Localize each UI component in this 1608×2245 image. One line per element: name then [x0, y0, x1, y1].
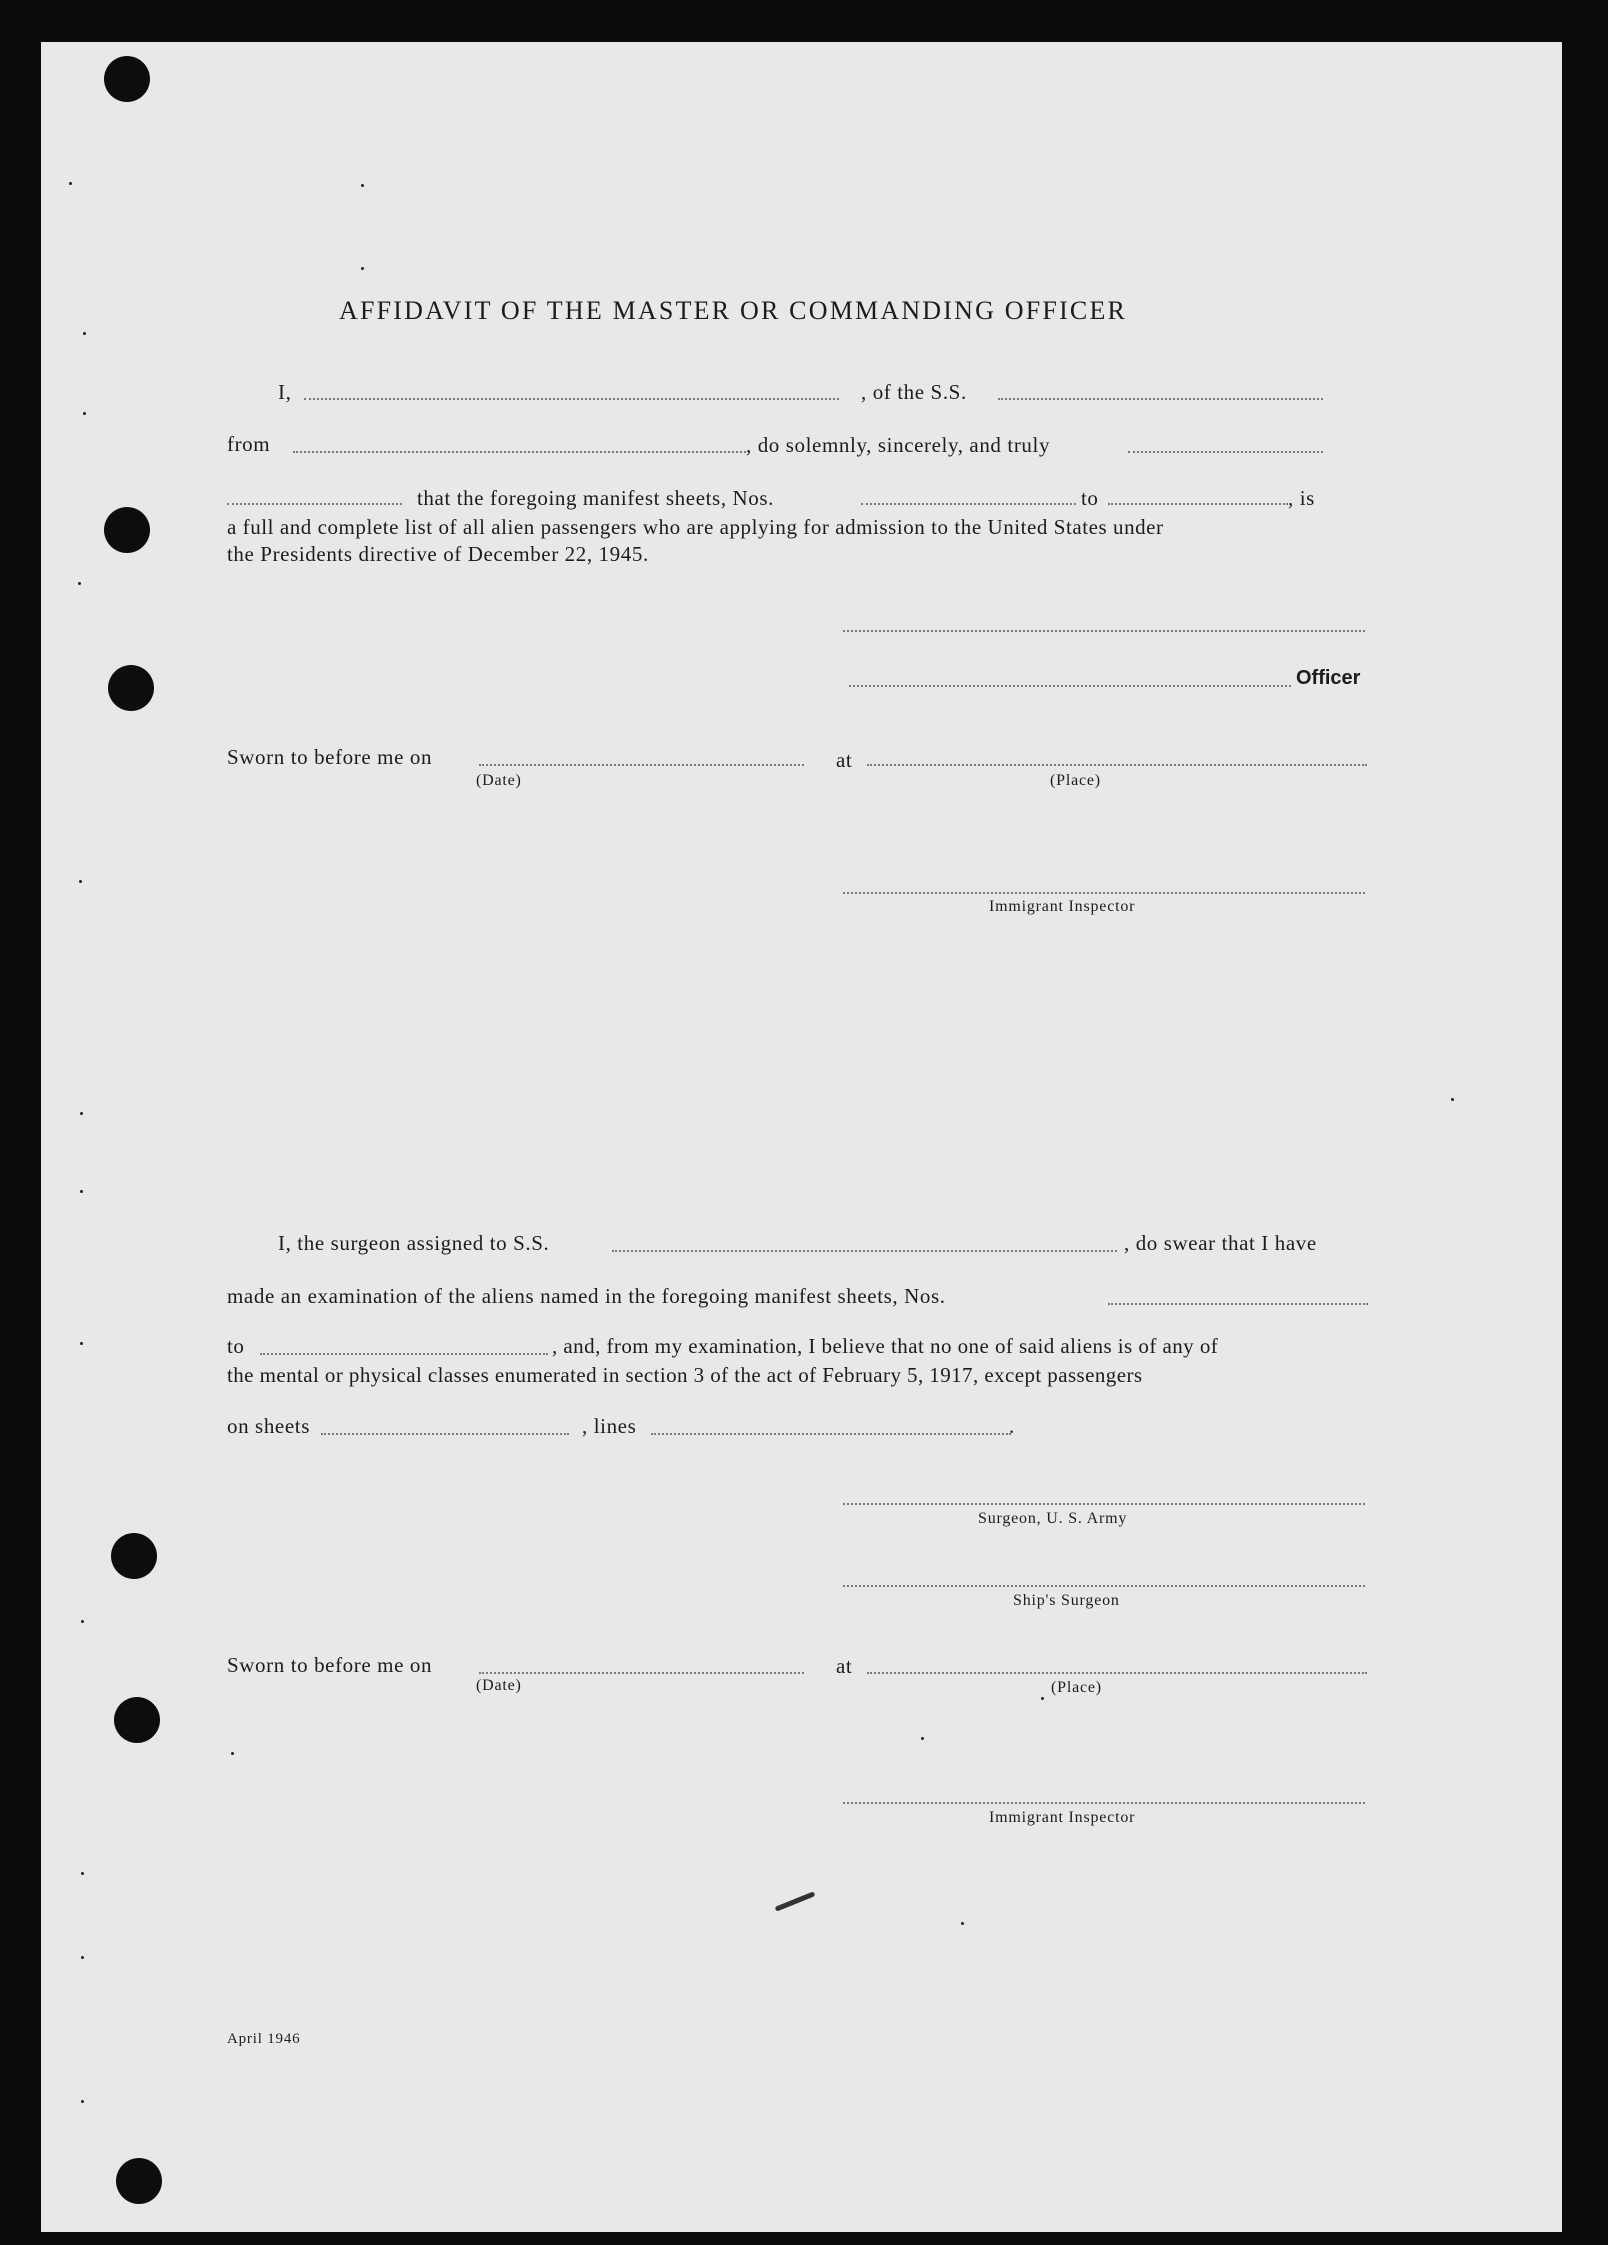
manifest-to-field[interactable]	[1108, 503, 1288, 505]
ship-name-field[interactable]	[998, 398, 1323, 400]
speck	[361, 267, 364, 270]
punch-hole	[116, 2158, 162, 2204]
date-caption-1: (Date)	[476, 772, 522, 789]
speck	[79, 880, 82, 883]
punch-hole	[104, 507, 150, 553]
master-i-label: I,	[278, 380, 292, 404]
speck	[80, 1190, 83, 1193]
inspector-caption-1: Immigrant Inspector	[989, 898, 1136, 915]
surgeon-line-1-start: I, the surgeon assigned to S.S.	[278, 1231, 550, 1255]
speck	[961, 1922, 964, 1925]
form-revision-date: April 1946	[227, 2031, 301, 2047]
master-statement-line-5: the Presidents directive of December 22, 1945.	[227, 542, 649, 566]
date-caption-2: (Date)	[476, 1677, 522, 1694]
master-manifest-label: that the foregoing manifest sheets, Nos.	[417, 486, 775, 510]
surgeon-line-2: made an examination of the aliens named in the foregoing manifest sheets, Nos.	[227, 1284, 946, 1308]
ship-surgeon-caption: Ship's Surgeon	[1013, 1592, 1120, 1609]
officer-label: Officer	[1296, 667, 1361, 689]
sworn-label-1: Sworn to before me on	[227, 745, 433, 769]
master-signature-field[interactable]	[843, 630, 1365, 632]
surgeon-line-1-end: , do swear that I have	[1124, 1231, 1317, 1255]
surgeon-line-5-end: .	[1009, 1414, 1015, 1438]
master-solemnly-label: , do solemnly, sincerely, and truly	[746, 433, 1051, 457]
surgeon-manifest-to-field[interactable]	[260, 1353, 548, 1355]
inspector-signature-field-1[interactable]	[843, 892, 1365, 894]
document-page	[41, 42, 1562, 2232]
surgeon-to-label: to	[227, 1334, 245, 1358]
manifest-from-field[interactable]	[861, 503, 1076, 505]
oath-word-field-2[interactable]	[227, 503, 402, 505]
speck	[361, 184, 364, 187]
sworn-date-field-1[interactable]	[479, 764, 804, 766]
form-title: AFFIDAVIT OF THE MASTER OR COMMANDING OFFICER	[339, 296, 1128, 325]
master-is-label: , is	[1288, 486, 1315, 510]
ship-surgeon-signature-field[interactable]	[843, 1585, 1365, 1587]
place-caption-2: (Place)	[1051, 1679, 1102, 1696]
pen-mark	[775, 1891, 816, 1911]
place-caption-1: (Place)	[1050, 772, 1101, 789]
speck	[231, 1752, 234, 1755]
punch-hole	[114, 1697, 160, 1743]
surgeon-line-4: the mental or physical classes enumerated in section 3 of the act of February 5, 1917, except passengers	[227, 1363, 1143, 1387]
speck	[83, 332, 86, 335]
officer-signature-field[interactable]	[849, 685, 1291, 687]
master-statement-line-4: a full and complete list of all alien passengers who are applying for admission to the United States under	[227, 515, 1164, 539]
master-name-field[interactable]	[304, 398, 839, 400]
sworn-date-field-2[interactable]	[479, 1672, 804, 1674]
surgeon-ship-field[interactable]	[612, 1250, 1117, 1252]
speck	[1451, 1098, 1454, 1101]
port-from-field[interactable]	[293, 451, 750, 453]
surgeon-line-3-rest: , and, from my examination, I believe that no one of said aliens is of any of	[552, 1334, 1219, 1358]
speck	[1041, 1697, 1044, 1700]
sworn-at-label-1: at	[836, 748, 853, 772]
speck	[81, 1956, 84, 1959]
master-to-label: to	[1081, 486, 1099, 510]
sworn-place-field-2[interactable]	[867, 1672, 1367, 1674]
speck	[80, 1342, 83, 1345]
surgeon-manifest-from-field[interactable]	[1108, 1303, 1368, 1305]
sworn-place-field-1[interactable]	[867, 764, 1367, 766]
except-sheets-field[interactable]	[321, 1433, 569, 1435]
speck	[921, 1737, 924, 1740]
sworn-label-2: Sworn to before me on	[227, 1653, 433, 1677]
punch-hole	[104, 56, 150, 102]
inspector-signature-field-2[interactable]	[843, 1802, 1365, 1804]
punch-hole	[108, 665, 154, 711]
inspector-caption-2: Immigrant Inspector	[989, 1809, 1136, 1826]
except-lines-field[interactable]	[651, 1433, 1011, 1435]
speck	[81, 1872, 84, 1875]
surgeon-lines-label: , lines	[582, 1414, 637, 1438]
army-surgeon-caption: Surgeon, U. S. Army	[978, 1510, 1128, 1527]
oath-word-field[interactable]	[1128, 451, 1323, 453]
speck	[78, 582, 81, 585]
sworn-at-label-2: at	[836, 1654, 853, 1678]
master-of-ss-label: , of the S.S.	[861, 380, 967, 404]
army-surgeon-signature-field[interactable]	[843, 1503, 1365, 1505]
punch-hole	[111, 1533, 157, 1579]
surgeon-sheets-label: on sheets	[227, 1414, 310, 1438]
speck	[81, 1620, 84, 1623]
speck	[69, 182, 72, 185]
speck	[80, 1112, 83, 1115]
master-from-label: from	[227, 432, 271, 456]
speck	[83, 412, 86, 415]
speck	[81, 2100, 84, 2103]
